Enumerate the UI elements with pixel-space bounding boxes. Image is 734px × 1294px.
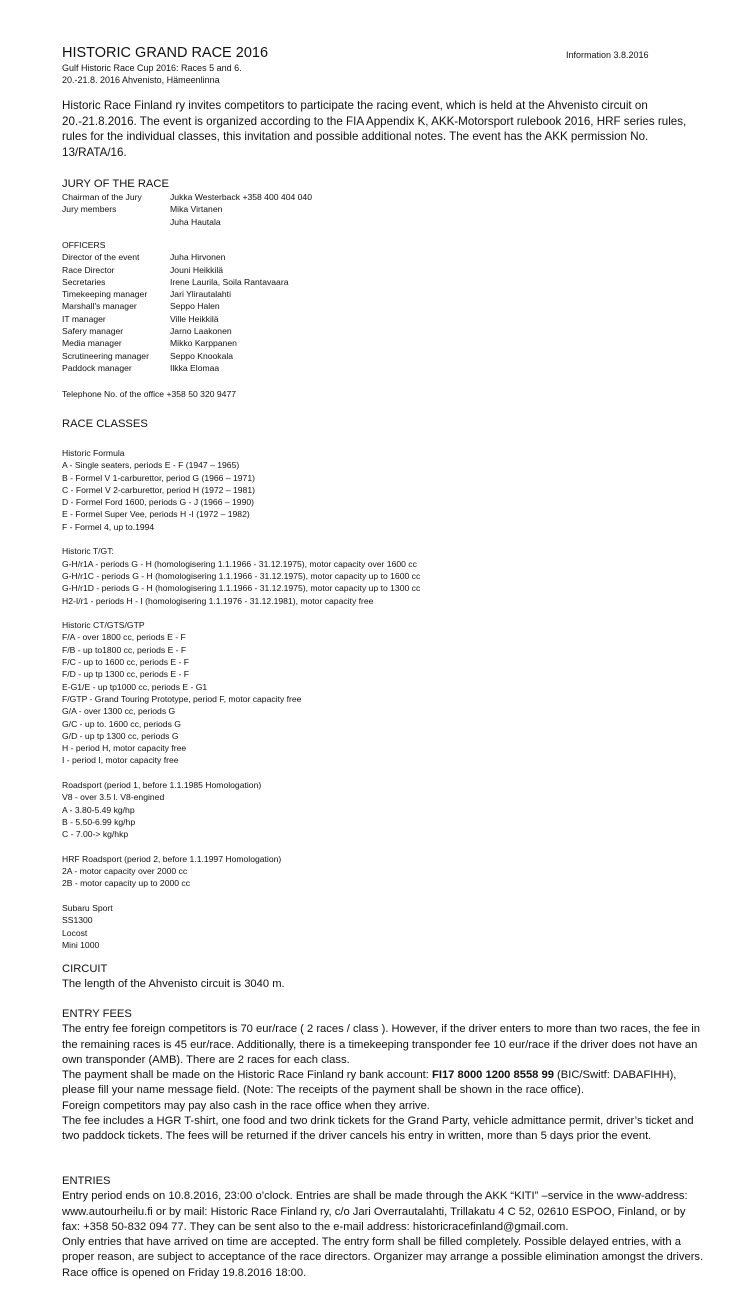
race-class-item: F/GTP - Grand Touring Prototype, period F, motor capacity free	[62, 693, 302, 704]
officer-name: Ilkka Elomaa	[170, 362, 220, 373]
race-class-item: B - Formel V 1-carburettor, period G (1966 – 1971)	[62, 472, 255, 483]
race-class-group	[62, 545, 706, 606]
jury-member: Mika Virtanen	[170, 204, 223, 215]
race-class-item: F/A - over 1800 cc, periods E - F	[62, 632, 186, 643]
officer-row	[62, 300, 706, 312]
event-dates: 20.-21.8. 2016 Ahvenisto, Hämeenlinna	[62, 75, 220, 85]
payment-paragraph: The payment shall be made on the Historic Race Finland ry bank account: FI17 8000 1200 8558 99 (BIC/Switf: DABAFIHH), please fill your name message field. (Note: The receipts of the payment shall be shown in the race office).	[62, 1069, 677, 1097]
race-classes-heading: RACE CLASSES	[62, 418, 148, 430]
officer-name: Mikko Karppanen	[170, 338, 237, 349]
entries-paragraph: Entry period ends on 10.8.2016, 23:00 o’clock. Entries are shall be made through the AKK “KITI” –service in the www-address: www.autourheilu.fi or by mail: Historic Race Finland ry, c/o Jari Overrautalahti, Trillakatu 4 C 52, 02610 ESPOO, Finland, or by fax: +358 50-832 094 77. They can be sent also to the e-mail address: historicracefinland@gmail.com.	[62, 1190, 688, 1233]
race-class-group	[62, 853, 706, 890]
jury-chairman-label: Chairman of the Jury	[62, 192, 142, 202]
officer-name: Seppo Halen	[170, 301, 220, 312]
cash-paragraph: Foreign competitors may pay also cash in the race office when they arrive.	[62, 1099, 430, 1112]
race-class-group-title: HRF Roadsport (period 2, before 1.1.1997 Homologation)	[62, 853, 282, 864]
race-class-group-title: Historic T/GT:	[62, 546, 114, 557]
officer-name: Jari Ylirautalahti	[170, 289, 231, 300]
entry-fees-heading: ENTRY FEES	[62, 1008, 132, 1020]
intro-paragraph: Historic Race Finland ry invites competitors to participate the racing event, which is held at the Ahvenisto circuit on 20.-21.8.2016. The event is organized according to the FIA Appendix K, AKK-Motorsport rulebook 2016, HRF series rules, rules for the individual classes, this invitation and possible additional notes. The event has the AKK permission No. 13/RATA/16.	[62, 99, 687, 159]
fee-includes-paragraph: The fee includes a HGR T-shirt, one food and two drink tickets for the Grand Party, vehicle admittance permit, driver’s ticket and two paddock tickets. The fees will be returned if the driver cancels his entry in written, more than 5 days prior the event.	[62, 1115, 694, 1143]
officer-row	[62, 350, 706, 362]
officer-role: Scrutineering manager	[62, 350, 149, 361]
officer-name: Juha Hirvonen	[170, 252, 226, 263]
entry-fees-section	[62, 1007, 706, 1145]
race-class-item: B - 5.50-6.99 kg/hp	[62, 816, 136, 827]
race-class-group	[62, 619, 706, 767]
officer-row	[62, 313, 706, 325]
officer-name: Jouni Heikkilä	[170, 264, 224, 275]
race-class-item: A - 3.80-5.49 kg/hp	[62, 804, 135, 815]
jury-chairman-value: Jukka Westerback +358 400 404 040	[170, 192, 312, 202]
entries-heading: ENTRIES	[62, 1175, 111, 1187]
officer-name: Seppo Knookala	[170, 350, 234, 361]
race-class-group	[62, 447, 706, 533]
officer-role: Media manager	[62, 338, 122, 349]
race-class-item: I - period I, motor capacity free	[62, 755, 179, 766]
race-class-group-title: Subaru Sport	[62, 902, 113, 913]
race-class-item: F/C - up to 1600 cc, periods E - F	[62, 657, 190, 668]
race-class-item: A - Single seaters, periods E - F (1947 – 1965)	[62, 460, 240, 471]
race-class-item: C - Formel V 2-carburettor, period H (1972 – 1981)	[62, 484, 255, 495]
information-date: Information 3.8.2016	[566, 50, 649, 60]
race-class-item: F - Formel 4, up to.1994	[62, 521, 155, 532]
race-class-item: SS1300	[62, 915, 93, 926]
race-class-item: G-H/r1D - periods G - H (homologisering 1.1.1966 - 31.12.1975), motor capacity up to 1300 cc	[62, 583, 421, 594]
race-class-item: G/A - over 1300 cc, periods G	[62, 706, 176, 717]
entry-fees-paragraph: The entry fee foreign competitors is 70 eur/race ( 2 races / class ). However, if the driver enters to more than two races, the fee in the remaining races is 45 eur/race. Additionally, there is a timekeeping transponder fee 10 eur/race if the driver does not have an own transponder (AMB). There are 2 races for each class.	[62, 1023, 700, 1066]
race-class-group-title: Historic Formula	[62, 448, 125, 458]
race-class-group-title: Roadsport (period 1, before 1.1.1985 Homologation)	[62, 780, 262, 791]
officer-name: Ville Heikkilä	[170, 313, 219, 324]
race-class-item: Mini 1000	[62, 939, 100, 950]
officer-row	[62, 288, 706, 300]
race-class-item: F/D - up tp 1300 cc, periods E - F	[62, 669, 190, 680]
race-class-item: E - Formel Super Vee, periods H -I (1972 – 1982)	[62, 509, 250, 520]
officer-role: IT manager	[62, 313, 106, 324]
race-class-group-title: Historic CT/GTS/GTP	[62, 620, 145, 631]
officer-role: Marshall's manager	[62, 301, 137, 312]
circuit-section	[62, 962, 706, 993]
officer-row	[62, 276, 706, 288]
entries-section	[62, 1174, 706, 1281]
document-title: HISTORIC GRAND RACE 2016	[62, 45, 269, 61]
officer-row	[62, 337, 706, 349]
officers-block	[62, 239, 706, 374]
officer-row	[62, 325, 706, 337]
race-class-item: G-H/r1A - periods G - H (homologisering 1.1.1966 - 31.12.1975), motor capacity over 1600 cc	[62, 558, 417, 569]
officer-role: Secretaries	[62, 276, 106, 287]
race-class-item: V8 - over 3.5 l. V8-engined	[62, 792, 165, 803]
race-class-group	[62, 779, 706, 840]
officer-row	[62, 362, 706, 374]
officer-row	[62, 264, 706, 276]
race-class-item: F/B - up to1800 cc, periods E - F	[62, 644, 187, 655]
race-class-item: G/C - up to. 1600 cc, periods G	[62, 718, 181, 729]
officers-heading: OFFICERS	[62, 240, 106, 250]
officer-role: Safery manager	[62, 326, 124, 337]
officer-name: Jarno Laakonen	[170, 326, 232, 337]
race-class-item: E-G1/E - up tp1000 cc, periods E - G1	[62, 681, 208, 692]
jury-members-label: Jury members	[62, 204, 117, 215]
race-class-item: G/D - up tp 1300 cc, periods G	[62, 730, 179, 741]
officer-role: Timekeeping manager	[62, 289, 148, 300]
circuit-text: The length of the Ahvenisto circuit is 3040 m.	[62, 978, 285, 991]
race-classes-list	[62, 447, 706, 951]
officer-name: Irene Laurila, Soila Rantavaara	[170, 276, 289, 287]
jury-heading: JURY OF THE RACE	[62, 178, 169, 190]
race-class-item: Locost	[62, 927, 88, 938]
jury-member: Juha Hautala	[170, 216, 221, 227]
race-class-item: H2-I/r1 - periods H - I (homologisering 1.1.1976 - 31.12.1981), motor capacity free	[62, 595, 374, 606]
document-subtitle: Gulf Historic Race Cup 2016: Races 5 and 6.	[62, 63, 242, 73]
race-class-item: H - period H, motor capacity free	[62, 743, 187, 754]
officer-role: Director of the event	[62, 252, 140, 263]
jury-block	[62, 191, 706, 228]
entries-rules-paragraph: Only entries that have arrived on time are accepted. The entry form shall be filled completely. Possible delayed entries, with a proper reason, are subject to acceptance of the race directors. Organizer may arrange a possible elimination amongst the drivers. Race office is opened on Friday 19.8.2016 18:00.	[62, 1236, 704, 1279]
race-class-item: D - Formel Ford 1600, periods G - J (1966 – 1990)	[62, 497, 255, 508]
race-class-item: 2A - motor capacity over 2000 cc	[62, 866, 188, 877]
officer-role: Paddock manager	[62, 362, 132, 373]
circuit-heading: CIRCUIT	[62, 963, 108, 975]
race-class-item: C - 7.00-> kg/hkp	[62, 829, 129, 840]
officer-row	[62, 251, 706, 263]
race-class-item: G-H/r1C - periods G - H (homologisering 1.1.1966 - 31.12.1975), motor capacity up to 1600 cc	[62, 570, 421, 581]
bank-account-number: FI17 8000 1200 8558 99	[432, 1069, 554, 1082]
race-class-group	[62, 902, 706, 951]
officer-role: Race Director	[62, 264, 115, 275]
office-telephone: Telephone No. of the office +358 50 320 9477	[62, 389, 237, 399]
race-class-item: 2B - motor capacity up to 2000 cc	[62, 878, 191, 889]
